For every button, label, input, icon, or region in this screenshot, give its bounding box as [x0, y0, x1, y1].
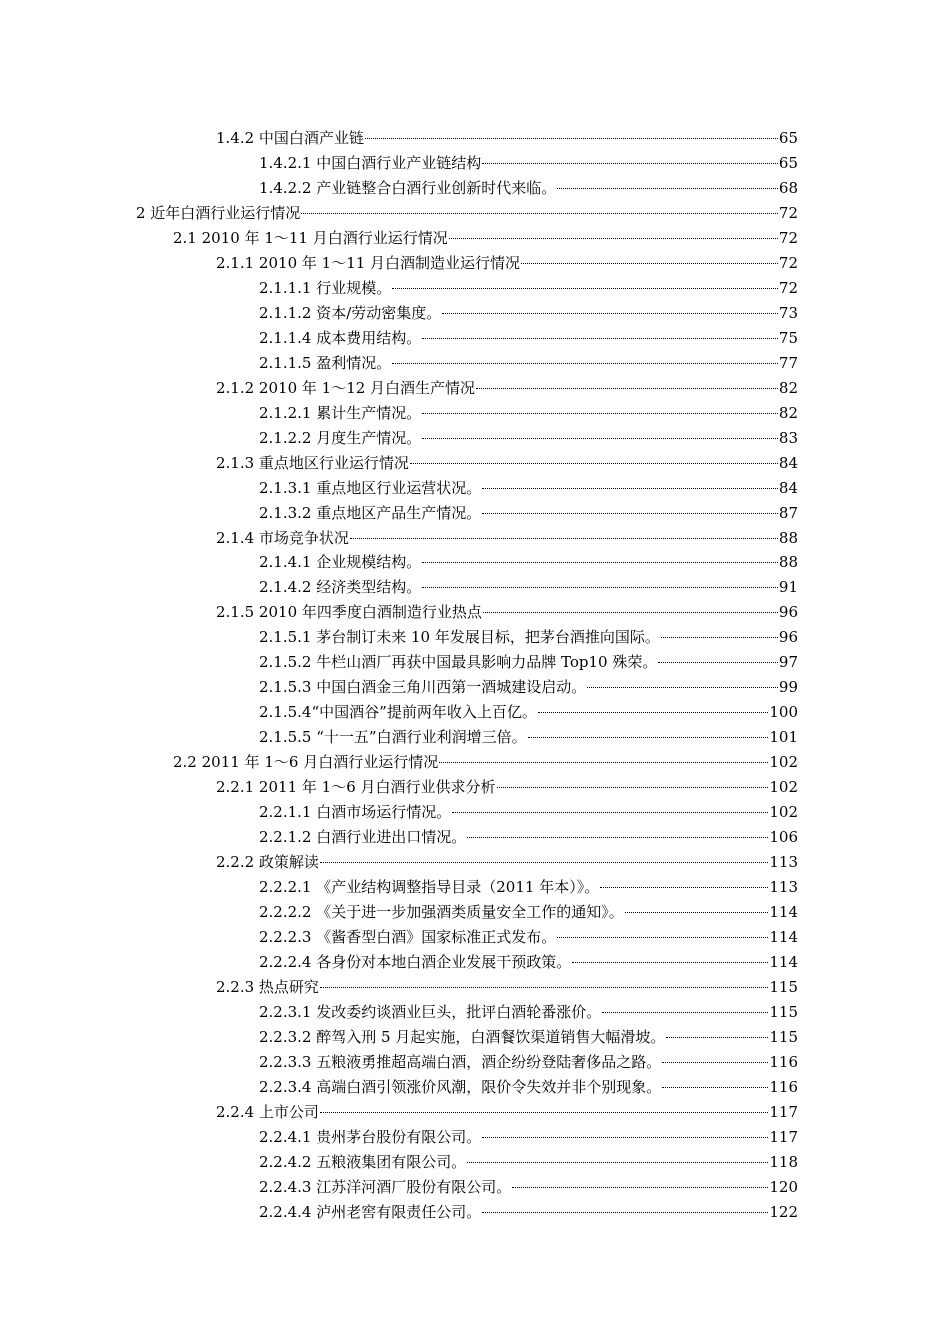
dot-leader: [320, 986, 768, 988]
dot-leader: [350, 537, 778, 539]
toc-entry-page-number: 122: [769, 1202, 798, 1221]
toc-entry[interactable]: [259, 276, 798, 301]
toc-entry[interactable]: [216, 850, 798, 875]
dot-leader: [512, 1186, 768, 1188]
toc-entry-title: 2.1.1 2010 年 1～11 月白酒制造业运行情况: [216, 253, 521, 272]
toc-entry-page-number: 87: [778, 503, 798, 522]
toc-entry-title: 2.1.5.2 牛栏山酒厂再获中国最具影响力品牌 Top10 殊荣。: [259, 653, 658, 672]
toc-entry[interactable]: [259, 625, 798, 650]
toc-entry-page-number: 113: [769, 853, 798, 872]
toc-entry[interactable]: [259, 1125, 798, 1150]
toc-entry-page-number: 102: [769, 803, 798, 822]
toc-entry-page-number: 117: [769, 1102, 798, 1121]
dot-leader: [422, 412, 778, 414]
dot-leader: [392, 362, 778, 364]
dot-leader: [528, 736, 769, 738]
toc-entry-title: 1.4.2.1 中国白酒行业产业链结构: [259, 153, 482, 172]
toc-entry-title: 2.1.1.5 盈利情况。: [259, 353, 392, 372]
toc-entry-title: 2.1.5.5 “十一五”白酒行业利润增三倍。: [259, 728, 527, 747]
toc-entry-title: 2.2.1.1 白酒市场运行情况。: [259, 803, 452, 822]
toc-entry[interactable]: [259, 476, 798, 501]
toc-entry-page-number: 88: [778, 553, 798, 572]
toc-entry-page-number: 114: [769, 928, 798, 947]
dot-leader: [422, 561, 778, 563]
dot-leader: [497, 786, 769, 788]
toc-entry[interactable]: [259, 675, 798, 700]
toc-entry-page-number: 65: [778, 153, 798, 172]
toc-entry-page-number: 113: [769, 878, 798, 897]
dot-leader: [625, 911, 769, 913]
toc-entry-title: 2.2.4.4 泸州老窖有限责任公司。: [259, 1202, 482, 1221]
toc-entry-page-number: 73: [778, 303, 798, 322]
toc-entry-page-number: 65: [778, 129, 798, 147]
dot-leader: [301, 212, 778, 214]
toc-entry-page-number: 115: [769, 1002, 798, 1021]
toc-entry-page-number: 106: [769, 828, 798, 847]
toc-entry-title: 2.2.3.1 发改委约谈酒业巨头，批评白酒轮番涨价。: [259, 1002, 602, 1021]
toc-entry-title: 1.4.2.2 产业链整合白酒行业创新时代来临。: [259, 178, 557, 197]
toc-entry[interactable]: [259, 1050, 798, 1075]
dot-leader: [482, 1136, 768, 1138]
toc-entry[interactable]: [216, 1100, 798, 1125]
toc-entry-title: 2.1.5.3 中国白酒金三角川西第一酒城建设启动。: [259, 678, 587, 697]
toc-entry-page-number: 82: [778, 403, 798, 422]
toc-entry[interactable]: [136, 201, 798, 226]
toc-entry-page-number: 116: [769, 1052, 798, 1071]
toc-entry-title: 2.2.4 上市公司: [216, 1102, 319, 1121]
toc-entry[interactable]: [259, 501, 798, 526]
dot-leader: [482, 162, 778, 164]
toc-entry-title: 2.2.3.4 高端白酒引领涨价风潮，限价令失效并非个别现象。: [259, 1077, 662, 1096]
toc-entry-title: 2.2.3 热点研究: [216, 977, 319, 996]
dot-leader: [467, 836, 768, 838]
toc-entry[interactable]: [259, 825, 798, 850]
toc-entry[interactable]: [216, 600, 798, 625]
toc-entry-title: 1.4.2 中国白酒产业链: [216, 129, 364, 147]
toc-entry[interactable]: [259, 426, 798, 451]
toc-entry-page-number: 100: [769, 703, 798, 722]
dot-leader: [557, 187, 778, 189]
toc-entry[interactable]: [259, 550, 798, 575]
toc-entry-page-number: 102: [769, 753, 798, 772]
toc-entry-page-number: 72: [778, 278, 798, 297]
toc-entry-page-number: 96: [778, 628, 798, 647]
toc-entry-title: 2.1.5.4“中国酒谷”提前两年收入上百亿。: [259, 703, 537, 722]
toc-entry-title: 2.1.3.1 重点地区行业运营状况。: [259, 478, 482, 497]
dot-leader: [662, 1086, 768, 1088]
toc-entry[interactable]: [259, 800, 798, 825]
toc-entry-title: 2.2.2.3 《酱香型白酒》国家标准正式发布。: [259, 928, 557, 947]
toc-entry-title: 2.1.2.1 累计生产情况。: [259, 403, 422, 422]
toc-entry-page-number: 97: [778, 653, 798, 672]
toc-entry-page-number: 72: [778, 253, 798, 272]
toc-entry-title: 2.2.2.2 《关于进一步加强酒类质量安全工作的通知》。: [259, 903, 624, 922]
toc-entry[interactable]: [216, 126, 798, 151]
toc-entry-title: 2.1.3 重点地区行业运行情况: [216, 453, 409, 472]
toc-entry-title: 2.2.2 政策解读: [216, 853, 319, 872]
toc-entry[interactable]: [259, 925, 798, 950]
dot-leader: [666, 1036, 768, 1038]
dot-leader: [602, 1011, 768, 1013]
toc-entry-page-number: 96: [778, 603, 798, 622]
toc-entry-title: 2.1.1.1 行业规模。: [259, 278, 392, 297]
dot-leader: [572, 961, 768, 963]
toc-entry[interactable]: [259, 650, 798, 675]
dot-leader: [452, 811, 768, 813]
toc-entry[interactable]: [216, 251, 798, 276]
toc-entry-title: 2.1.5.1 茅台制订未来 10 年发展目标，把茅台酒推向国际。: [259, 628, 660, 647]
toc-entry-page-number: 72: [778, 228, 798, 247]
toc-entry-title: 2.1 2010 年 1～11 月白酒行业运行情况: [173, 228, 448, 247]
dot-leader: [392, 287, 778, 289]
toc-entry-page-number: 114: [769, 903, 798, 922]
toc-entry[interactable]: [259, 176, 798, 201]
toc-entry[interactable]: [259, 575, 798, 600]
toc-entry-title: 2.1.2 2010 年 1～12 月白酒生产情况: [216, 378, 476, 397]
toc-entry[interactable]: [173, 226, 798, 251]
dot-leader: [320, 861, 768, 863]
toc-entry-title: 2.2 2011 年 1～6 月白酒行业运行情况: [173, 753, 439, 772]
toc-entry-title: 2.2.2.1 《产业结构调整指导目录（2011 年本）》。: [259, 878, 600, 897]
toc-entry[interactable]: [259, 900, 798, 925]
toc-entry[interactable]: [259, 1175, 798, 1200]
dot-leader: [658, 661, 778, 663]
toc-entry[interactable]: [216, 451, 798, 476]
toc-entry[interactable]: [259, 875, 798, 900]
dot-leader: [467, 1161, 768, 1163]
toc-entry[interactable]: [216, 526, 798, 551]
dot-leader: [483, 611, 778, 613]
toc-entry[interactable]: [259, 950, 798, 975]
toc-entry[interactable]: [259, 326, 798, 351]
toc-entry[interactable]: [216, 775, 798, 800]
toc-entry[interactable]: [259, 1075, 798, 1100]
toc-entry-title: 2.1.4.1 企业规模结构。: [259, 553, 422, 572]
toc-entry-title: 2.2.4.2 五粮液集团有限公司。: [259, 1152, 467, 1171]
dot-leader: [557, 936, 768, 938]
dot-leader: [587, 686, 778, 688]
toc-entry-page-number: 82: [778, 378, 798, 397]
dot-leader: [365, 137, 778, 139]
toc-entry[interactable]: [259, 301, 798, 326]
toc-entry-title: 2.1.3.2 重点地区产品生产情况。: [259, 503, 482, 522]
toc-entry-page-number: 72: [778, 203, 798, 222]
toc-entry-title: 2.1.5 2010 年四季度白酒制造行业热点: [216, 603, 482, 622]
dot-leader: [476, 387, 778, 389]
dot-leader: [661, 636, 778, 638]
dot-leader: [422, 437, 778, 439]
toc-entry-title: 2.1.4 市场竞争状况: [216, 528, 349, 547]
toc-entry-page-number: 84: [778, 478, 798, 497]
toc-entry-page-number: 75: [778, 328, 798, 347]
toc-entry-page-number: 83: [778, 428, 798, 447]
toc-entry[interactable]: [259, 1150, 798, 1175]
toc-entry-title: 2.2.4.1 贵州茅台股份有限公司。: [259, 1127, 482, 1146]
dot-leader: [600, 886, 768, 888]
dot-leader: [422, 586, 778, 588]
dot-leader: [442, 312, 778, 314]
toc-entry-page-number: 102: [769, 778, 798, 797]
toc-entry-page-number: 101: [769, 728, 798, 747]
toc-entry-page-number: 77: [778, 353, 798, 372]
toc-entry[interactable]: [259, 151, 798, 176]
toc-entry-page-number: 91: [778, 578, 798, 597]
dot-leader: [422, 337, 778, 339]
toc-entry[interactable]: [259, 700, 798, 725]
toc-entry-page-number: 118: [769, 1152, 798, 1171]
toc-entry[interactable]: [173, 750, 798, 775]
toc-entry-title: 2.2.1 2011 年 1～6 月白酒行业供求分析: [216, 778, 496, 797]
toc-entry[interactable]: [259, 1025, 798, 1050]
toc-entry-page-number: 99: [778, 678, 798, 697]
toc-entry[interactable]: [259, 725, 798, 750]
dot-leader: [482, 512, 778, 514]
toc-entry[interactable]: [216, 975, 798, 1000]
toc-entry[interactable]: [259, 351, 798, 376]
toc-entry-title: 2.1.1.2 资本/劳动密集度。: [259, 303, 442, 322]
toc-entry-title: 2.2.1.2 白酒行业进出口情况。: [259, 828, 467, 847]
toc-entry-page-number: 115: [769, 1027, 798, 1046]
toc-entry-page-number: 116: [769, 1077, 798, 1096]
toc-entry-title: 2.2.2.4 各身份对本地白酒企业发展干预政策。: [259, 953, 572, 971]
toc-entry[interactable]: [259, 1200, 798, 1225]
toc-entry[interactable]: [259, 401, 798, 426]
toc-entry-title: 2.2.3.3 五粮液勇推超高端白酒，酒企纷纷登陆奢侈品之路。: [259, 1052, 662, 1071]
dot-leader: [410, 462, 778, 464]
toc-entry-title: 2.2.3.2 醉驾入刑 5 月起实施，白酒餐饮渠道销售大幅滑坡。: [259, 1027, 666, 1046]
dot-leader: [449, 237, 778, 239]
dot-leader: [662, 1061, 768, 1063]
toc-entry-page-number: 88: [778, 528, 798, 547]
toc-entry-title: 2.1.1.4 成本费用结构。: [259, 328, 422, 347]
dot-leader: [482, 1211, 768, 1213]
toc-entry-title: 2.1.2.2 月度生产情况。: [259, 428, 422, 447]
toc-entry-title: 2.2.4.3 江苏洋河酒厂股份有限公司。: [259, 1177, 512, 1196]
toc-entry-page-number: 68: [778, 178, 798, 197]
toc-entry-title: 2 近年白酒行业运行情况: [136, 203, 301, 222]
dot-leader: [482, 487, 778, 489]
dot-leader: [320, 1111, 768, 1113]
toc-entry-page-number: 115: [769, 977, 798, 996]
toc-entry-page-number: 84: [778, 453, 798, 472]
toc-entry[interactable]: [216, 376, 798, 401]
dot-leader: [439, 761, 768, 763]
toc-entry-page-number: 114: [769, 953, 798, 971]
toc-entry-title: 2.1.4.2 经济类型结构。: [259, 578, 422, 597]
dot-leader: [521, 262, 778, 264]
toc-entry[interactable]: [259, 1000, 798, 1025]
toc-entry-page-number: 117: [769, 1127, 798, 1146]
toc-entry-page-number: 120: [769, 1177, 798, 1196]
dot-leader: [538, 711, 769, 713]
